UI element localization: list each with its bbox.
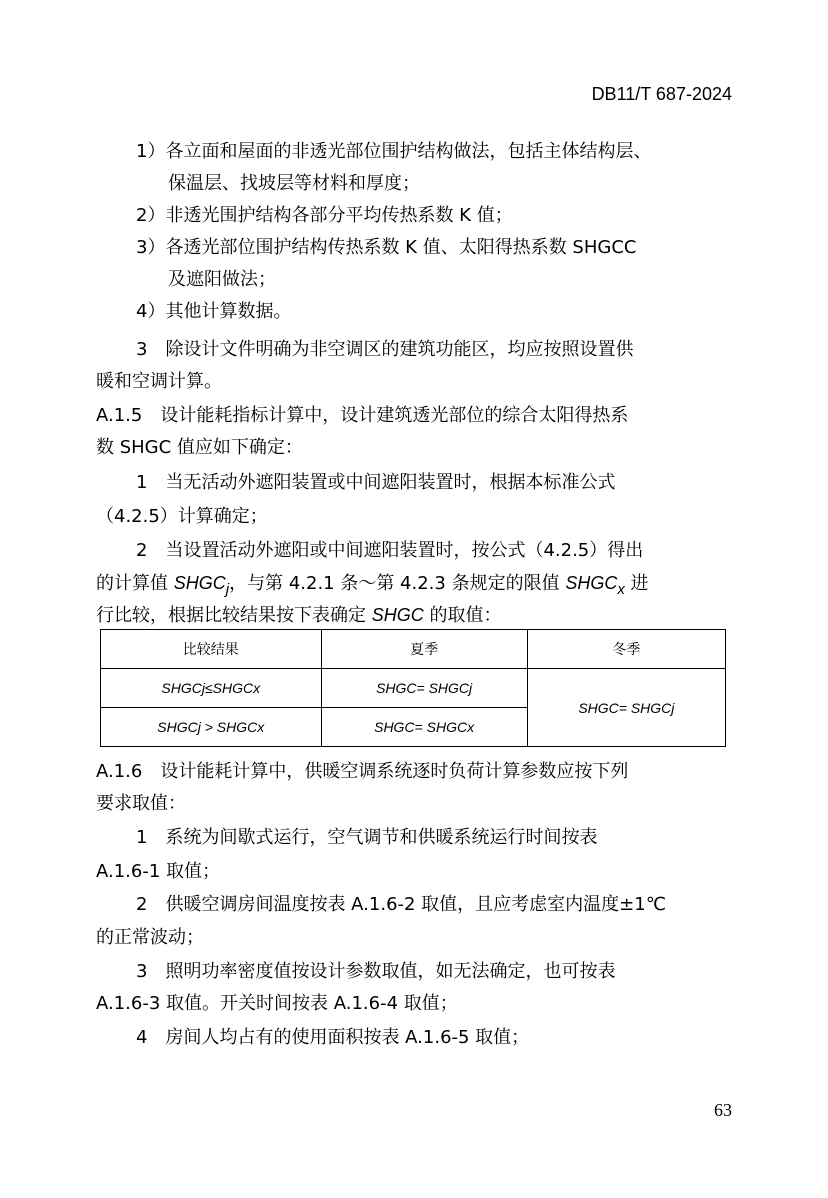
a15-item-1: 1 当无活动外遮阳装置或中间遮阳装置时，根据本标准公式 xyxy=(136,472,616,493)
section-a15-heading: A.1.5 设计能耗指标计算中，设计建筑透光部位的综合太阳得热系 xyxy=(96,405,629,426)
list-item-2: 2）非透光围护结构各部分平均传热系数 K 值； xyxy=(136,205,513,226)
table-cell: SHGC= SHGCj xyxy=(321,669,527,708)
shgc-j-term: SHGC xyxy=(173,573,226,593)
table-cell: SHGCj > SHGCx xyxy=(101,708,322,747)
list-item-1: 1）各立面和屋面的非透光部位围护结构做法，包括主体结构层、 xyxy=(136,141,652,162)
section-a15-cont: 数 SHGC 值应如下确定： xyxy=(96,437,303,458)
a16-item-1-cont: A.1.6-1 取值； xyxy=(96,861,221,882)
a15-item-2-cont2: 行比较，根据比较结果按下表确定 SHGC 的取值： xyxy=(96,605,502,626)
list-item-3-cont: 及遮阳做法； xyxy=(168,269,276,290)
list-item-1-cont: 保温层、找坡层等材料和厚度； xyxy=(168,173,420,194)
table-cell: SHGCj≤SHGCx xyxy=(101,669,322,708)
table-header-cell: 夏季 xyxy=(321,630,527,669)
shgc-comparison-table xyxy=(100,629,726,747)
a16-item-1: 1 系统为间歇式运行，空气调节和供暖系统运行时间按表 xyxy=(136,827,598,848)
list-item-4: 4）其他计算数据。 xyxy=(136,301,292,322)
a15-item-1-cont: （4.2.5）计算确定； xyxy=(96,506,268,527)
a16-item-2: 2 供暖空调房间温度按表 A.1.6-2 取值，且应考虑室内温度±1℃ xyxy=(136,894,666,915)
shgc-x-term: SHGC xyxy=(565,573,618,593)
table-header-row xyxy=(101,630,726,669)
clause-3-cont: 暖和空调计算。 xyxy=(96,371,222,392)
a15-item-2-cont: 的计算值 $SHGC_j$，与第 4.2.1 条～第 4.2.3 条规定的限值 $SHGC_x$ 进 xyxy=(96,573,649,598)
table-row xyxy=(101,669,726,708)
section-a16-heading: A.1.6 设计能耗计算中，供暖空调系统逐时负荷计算参数应按下列 xyxy=(96,761,629,782)
clause-3: 3 除设计文件明确为非空调区的建筑功能区，均应按照设置供 xyxy=(136,339,634,360)
table-header-cell: 比较结果 xyxy=(101,630,322,669)
table-cell: SHGC= SHGCx xyxy=(321,708,527,747)
table-cell-winter: SHGC= SHGCj xyxy=(527,669,725,747)
a16-item-4: 4 房间人均占有的使用面积按表 A.1.6-5 取值； xyxy=(136,1027,530,1048)
a16-item-3-cont: A.1.6-3 取值。开关时间按表 A.1.6-4 取值； xyxy=(96,993,458,1014)
page-number: 63 xyxy=(714,1100,732,1120)
list-item-3: 3）各透光部位围护结构传热系数 K 值、太阳得热系数 SHGCC xyxy=(136,237,637,258)
table-header-cell: 冬季 xyxy=(527,630,725,669)
document-code: DB11/T 687-2024 xyxy=(591,84,732,104)
a16-item-2-cont: 的正常波动； xyxy=(96,927,204,948)
section-a16-cont: 要求取值： xyxy=(96,793,186,814)
a15-item-2: 2 当设置活动外遮阳或中间遮阳装置时，按公式（4.2.5）得出 xyxy=(136,540,644,561)
a16-item-3: 3 照明功率密度值按设计参数取值，如无法确定，也可按表 xyxy=(136,961,616,982)
